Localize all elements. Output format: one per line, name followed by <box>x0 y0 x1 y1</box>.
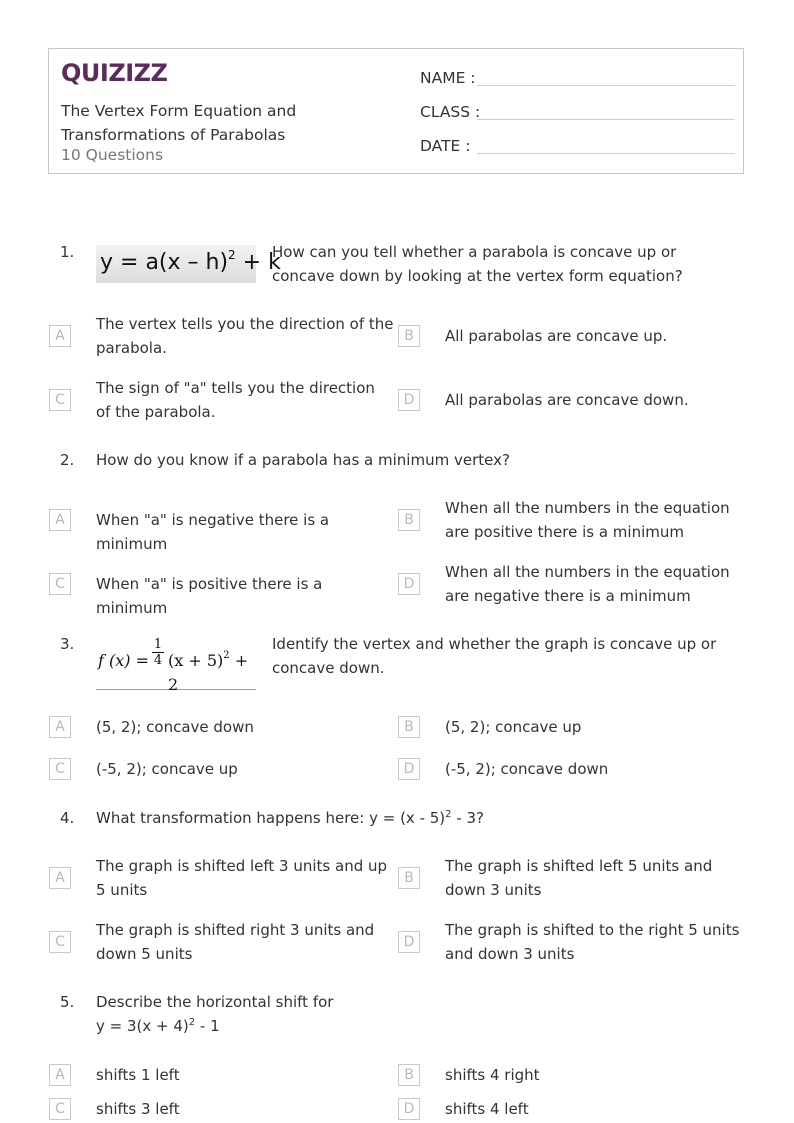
equation-base: y = a(x – h) <box>100 250 229 275</box>
option-letter: D <box>398 758 420 780</box>
equation-tail: + k <box>235 250 281 275</box>
option-letter: B <box>398 867 420 889</box>
option-text[interactable]: When "a" is negative there is a minimum <box>96 511 330 553</box>
date-label: DATE : <box>420 137 471 155</box>
equation-fraction <box>152 637 164 668</box>
question-text-post: - 3? <box>451 809 484 827</box>
equation-image <box>96 635 256 694</box>
equation-base: (x + 5) <box>168 651 224 670</box>
option-letter: B <box>398 509 420 531</box>
fraction-numerator: 1 <box>153 637 163 652</box>
option-text[interactable]: The vertex tells you the direction of the parabola. <box>96 315 394 357</box>
option-text[interactable]: When "a" is positive there is a minimum <box>96 575 323 617</box>
name-line <box>477 85 735 86</box>
option-letter: B <box>398 325 420 347</box>
option-letter: A <box>49 509 71 531</box>
question-text-exponent: 2 <box>188 1017 196 1028</box>
question-text <box>96 990 736 1038</box>
option-letter: D <box>398 573 420 595</box>
equation-image <box>96 245 281 283</box>
option-text[interactable]: The graph is shifted right 3 units and down 5 units <box>96 921 375 963</box>
equation-lhs: f (x) = <box>98 651 150 670</box>
option-text[interactable]: The graph is shifted left 3 units and up 5 units <box>96 857 388 899</box>
class-field[interactable] <box>420 100 735 124</box>
option-text[interactable]: The graph is shifted to the right 5 units and down 3 units <box>445 921 740 963</box>
option-letter: D <box>398 931 420 953</box>
date-line <box>477 153 735 154</box>
option-text[interactable]: The graph is shifted left 5 units and down 3 units <box>445 857 713 899</box>
worksheet-header <box>48 48 744 174</box>
question-text-pre: What transformation happens here: y = (x - 5) <box>96 809 446 827</box>
equation-exponent: 2 <box>223 650 230 661</box>
question-number: 5. <box>60 993 75 1011</box>
option-text[interactable]: When all the numbers in the equation are negative there is a minimum <box>445 563 730 605</box>
option-letter: A <box>49 1064 71 1086</box>
option-text[interactable]: (-5, 2); concave down <box>445 760 609 778</box>
option-letter: A <box>49 716 71 738</box>
fraction-denominator: 4 <box>153 653 163 668</box>
question-number: 1. <box>60 243 75 261</box>
quizizz-logo: QUIZIZZ <box>61 59 168 87</box>
option-letter: D <box>398 389 420 411</box>
name-field[interactable] <box>420 66 735 90</box>
option-letter: C <box>49 573 71 595</box>
option-text[interactable]: (5, 2); concave down <box>96 718 254 736</box>
date-field[interactable] <box>420 134 735 158</box>
option-text[interactable]: shifts 1 left <box>96 1066 180 1084</box>
option-text[interactable]: All parabolas are concave up. <box>445 327 668 345</box>
question-count: 10 Questions <box>61 146 164 164</box>
option-text[interactable]: shifts 4 left <box>445 1100 529 1118</box>
question-text-line1: Describe the horizontal shift for <box>96 993 334 1011</box>
class-label: CLASS : <box>420 103 481 121</box>
option-letter: C <box>49 758 71 780</box>
worksheet-title: The Vertex Form Equation and Transformations of Parabolas <box>61 102 297 144</box>
equation-rest <box>168 649 256 697</box>
question-number: 4. <box>60 809 75 827</box>
question-text-line2 <box>96 1014 736 1038</box>
option-letter: A <box>49 867 71 889</box>
option-text[interactable]: shifts 3 left <box>96 1100 180 1118</box>
question-number: 3. <box>60 635 75 653</box>
equation-tail: + 2 <box>168 651 249 694</box>
question-text-pre: y = 3(x + 4) <box>96 1017 189 1035</box>
name-label: NAME : <box>420 69 476 87</box>
equation-exponent: 2 <box>228 248 236 262</box>
option-letter: A <box>49 325 71 347</box>
option-text[interactable]: All parabolas are concave down. <box>445 391 689 409</box>
option-letter: C <box>49 931 71 953</box>
option-letter: B <box>398 1064 420 1086</box>
option-text[interactable]: (5, 2); concave up <box>445 718 582 736</box>
class-line <box>477 119 735 120</box>
question-number: 2. <box>60 451 75 469</box>
option-text[interactable]: shifts 4 right <box>445 1066 540 1084</box>
option-letter: C <box>49 1098 71 1120</box>
option-letter: B <box>398 716 420 738</box>
option-text[interactable]: When all the numbers in the equation are positive there is a minimum <box>445 499 730 541</box>
option-letter: C <box>49 389 71 411</box>
question-text: How can you tell whether a parabola is concave up or concave down by looking at the vertex form equation? <box>272 243 683 285</box>
option-letter: D <box>398 1098 420 1120</box>
question-text-exponent: 2 <box>445 809 452 820</box>
question-text: Identify the vertex and whether the graph is concave up or concave down. <box>272 635 717 677</box>
question-text: How do you know if a parabola has a minimum vertex? <box>96 451 510 469</box>
question-text-post: - 1 <box>195 1017 220 1035</box>
option-text[interactable]: The sign of "a" tells you the direction of the parabola. <box>96 379 375 421</box>
option-text[interactable]: (-5, 2); concave up <box>96 760 238 778</box>
question-text <box>96 806 736 830</box>
